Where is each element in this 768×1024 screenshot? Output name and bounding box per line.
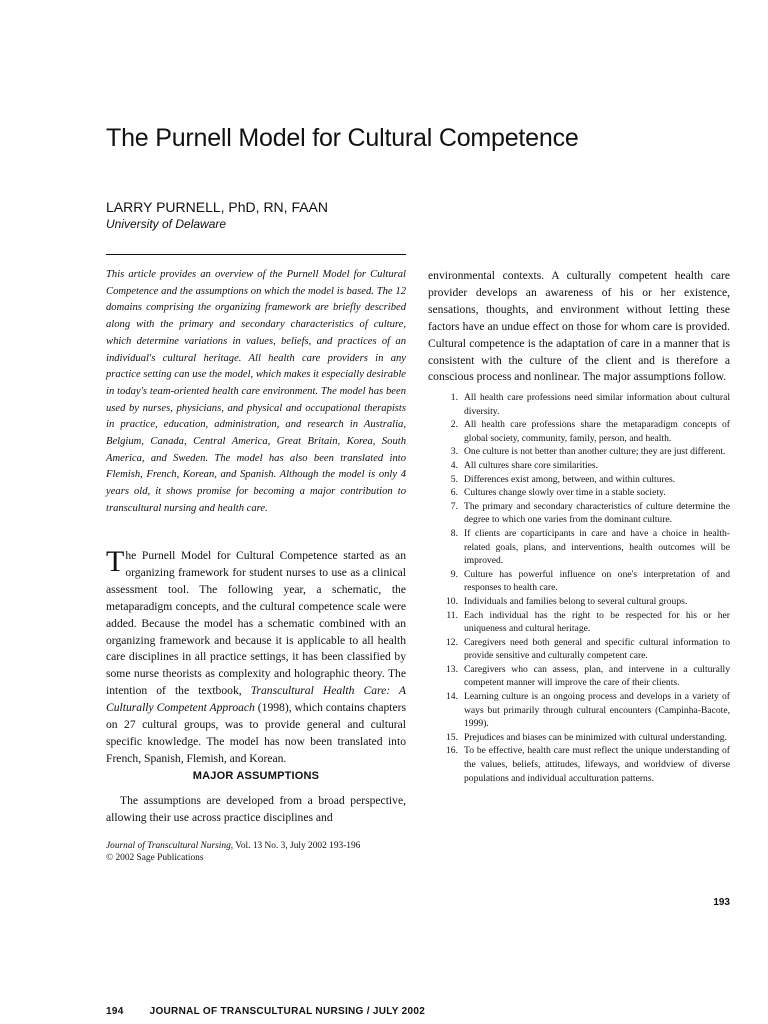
assumption-text: Prejudices and biases can be minimized with cultural understanding. <box>464 731 727 743</box>
assumption-text: If clients are coparticipants in care and have a choice in health-related goals, plans, and interventions, health outcomes will be improved. <box>464 527 730 567</box>
assumption-text: One culture is not better than another culture; they are just different. <box>464 446 726 458</box>
assumption-item <box>428 744 730 785</box>
page-number: 193 <box>713 897 730 908</box>
assumption-item <box>428 418 730 445</box>
assumption-item <box>428 527 730 568</box>
assumption-item <box>428 690 730 731</box>
intro-text-2: (1998), which contains chapters on 27 cultural groups, was to provide general and cultural specific knowledge. The model has now been translated into French, Spanish, Flemish, and Korean. <box>106 701 407 765</box>
assumption-item <box>428 391 730 418</box>
assumption-text: All cultures share core similarities. <box>464 459 599 471</box>
assumption-number: 2. <box>450 419 458 431</box>
copyright-line: © 2002 Sage Publications <box>106 853 204 863</box>
assumption-text: Individuals and families belong to several cultural groups. <box>464 595 688 607</box>
assumption-text: To be effective, health care must reflect the unique understanding of the values, beliefs, attitudes, lifeways, and worldview of diverse populations and individual acculturation patterns. <box>464 745 730 784</box>
journal-name: Journal of Transcultural Nursing, <box>106 841 234 851</box>
author-name: LARRY PURNELL, PhD, RN, FAAN <box>106 199 329 215</box>
assumption-item <box>428 568 730 595</box>
assumption-text: Caregivers who can assess, plan, and intervene in a culturally competent manner will improve the care of their clients. <box>464 663 730 689</box>
assumption-number: 8. <box>450 527 458 539</box>
assumption-item <box>428 459 730 473</box>
assumption-item <box>428 445 730 459</box>
citation-details: Vol. 13 No. 3, July 2002 193-196 <box>233 841 361 851</box>
assumption-number: 13. <box>446 663 458 675</box>
assumptions-intro-paragraph: The assumptions are developed from a broad perspective, allowing their use across practice disciplines and <box>106 794 406 824</box>
assumption-number: 5. <box>450 473 458 485</box>
assumption-text: Caregivers need both general and specific cultural information to provide sensitive and culturally competent care. <box>464 636 730 662</box>
author-affiliation: University of Delaware <box>106 217 227 231</box>
assumption-item <box>428 609 730 636</box>
assumption-item <box>428 473 730 487</box>
footer-page-number: 194 <box>106 1006 124 1017</box>
intro-text-1: he Purnell Model for Cultural Competence started as an organizing framework for student nurses to use as a clinical assessment tool. The following year, a schematic, the metaparadigm concepts, and the cultural competence scale were added. Because the model has a schematic combined with an organizing framework and because it is applicable to all health care disciplines in all practice settings, it has been classified by some nurse theorists as complexity and holographic theory. The intention of the textbook, <box>106 549 406 698</box>
assumption-text: The primary and secondary characteristics of culture determine the degree to which one varies from the dominant culture. <box>464 500 730 526</box>
assumption-number: 10. <box>446 595 458 607</box>
assumption-number: 14. <box>446 691 458 703</box>
assumption-number: 4. <box>450 459 458 471</box>
assumption-text: Learning culture is an ongoing process and develops in a variety of ways but primarily through cultural encounters (Campinha-Bacote, 1999). <box>464 691 730 730</box>
assumptions-list <box>428 391 730 785</box>
citation-line <box>106 840 406 852</box>
assumption-text: All health care professions need similar information about cultural diversity. <box>464 392 730 417</box>
section-heading: MAJOR ASSUMPTIONS <box>192 770 320 782</box>
assumption-item <box>428 663 730 690</box>
drop-cap: T <box>106 545 125 578</box>
assumption-number: 16. <box>446 745 458 757</box>
article-title: The Purnell Model for Cultural Competence <box>106 124 579 152</box>
abstract: This article provides an overview of the Purnell Model for Cultural Competence and the assumptions on which the model is based. The 12 domains comprising the organizing framework are briefly described along with the primary and secondary characteristics of culture, which determine variations in values, beliefs, and practices of an individual's cultural heritage. All health care providers in any practice setting can use the model, which makes it especially desirable in today's team-oriented health care environment. The model has been used by nurses, physicians, and physical and occupational therapists in practice, education, administration, and research in Australia, Belgium, Canada, Central America, Great Britain, Korea, South America, and Sweden. The model has also been translated into Flemish, French, Korean, and Spanish. Although the model is only 4 years old, it shows promise for becoming a major contribution to transcultural nursing and health care. <box>106 269 406 514</box>
assumption-number: 3. <box>450 446 458 458</box>
assumption-number: 6. <box>450 487 458 499</box>
right-column-paragraph: environmental contexts. A culturally competent health care provider develops an awareness of his or her existence, sensations, thoughts, and environment without letting these factors have an undue effect on those for whom care is provided. Cultural competence is the adaptation of care in a manner that is consistent with the culture of the client and is therefore a conscious process and nonlinear. The major assumptions follow. <box>428 269 730 384</box>
assumption-number: 12. <box>446 636 458 648</box>
footer-running-head: JOURNAL OF TRANSCULTURAL NURSING / JULY 2002 <box>149 1006 426 1017</box>
assumption-item <box>428 500 730 527</box>
assumption-text: Cultures change slowly over time in a stable society. <box>464 487 666 499</box>
assumption-text: All health care professions share the metaparadigm concepts of global society, community, family, person, and health. <box>464 419 730 444</box>
assumption-number: 15. <box>446 731 458 743</box>
intro-paragraph <box>106 545 407 768</box>
assumption-text: Differences exist among, between, and within cultures. <box>464 473 676 485</box>
running-footer <box>106 1006 425 1017</box>
assumption-item <box>428 486 730 500</box>
assumption-item <box>428 731 730 745</box>
journal-citation <box>106 840 406 864</box>
assumption-number: 1. <box>450 392 458 403</box>
assumption-item <box>428 595 730 609</box>
assumption-number: 9. <box>450 568 458 580</box>
assumption-item <box>428 636 730 663</box>
assumption-number: 11. <box>446 609 458 621</box>
assumption-number: 7. <box>450 500 458 512</box>
divider-rule <box>106 254 406 255</box>
assumption-text: Culture has powerful influence on one's interpretation of and responses to health care. <box>464 568 730 594</box>
book-title: Transcultural Health Care: A Culturally Competent Approach <box>106 684 406 715</box>
assumption-text: Each individual has the right to be respected for his or her uniqueness and cultural heritage. <box>464 609 730 635</box>
